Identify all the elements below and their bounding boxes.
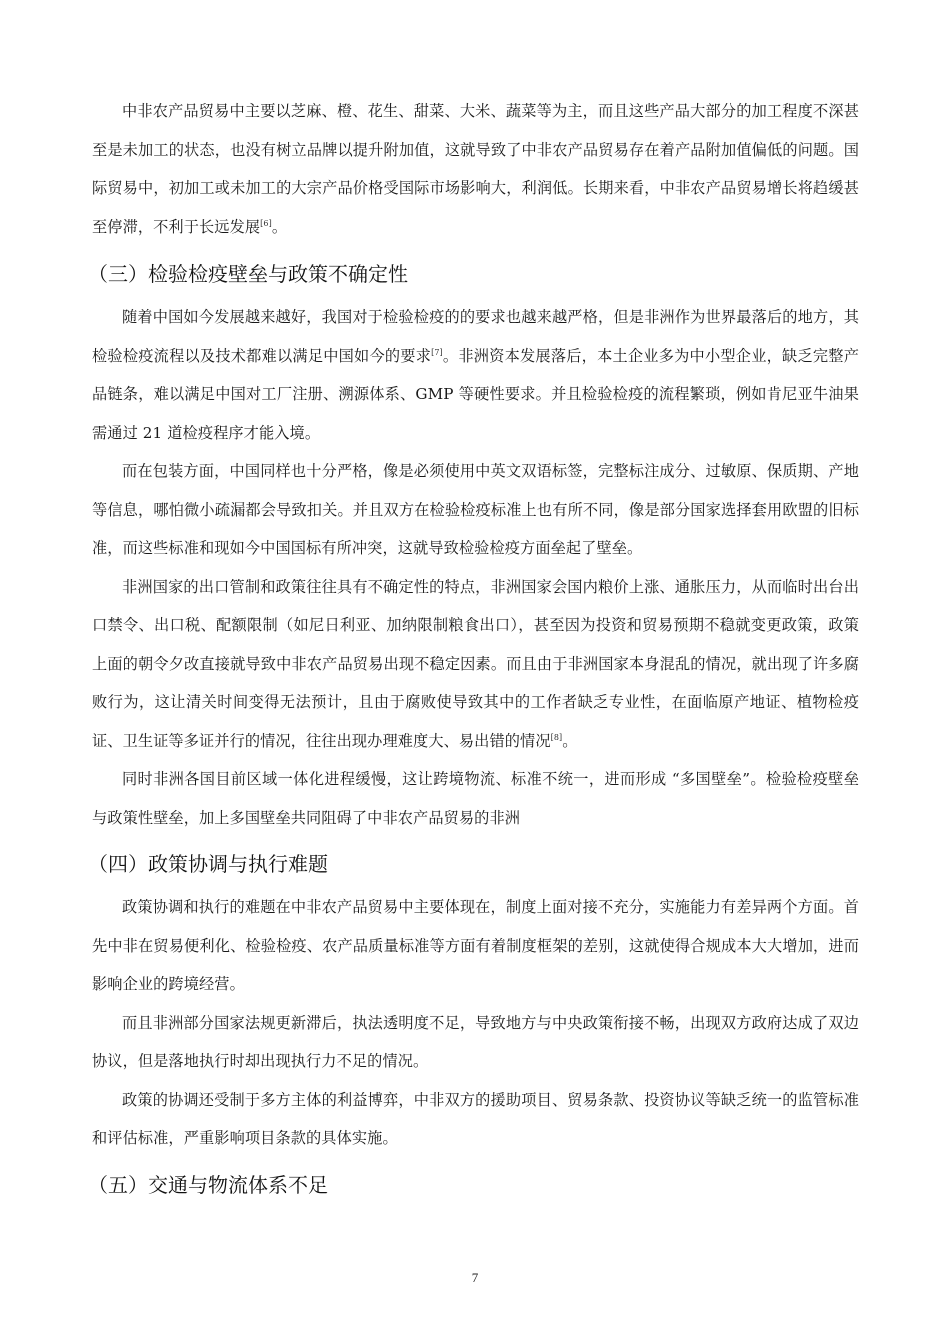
paragraph-text: 中非农产品贸易中主要以芝麻、橙、花生、甜菜、大米、蔬菜等为主，而且这些产品大部分的加工程度不深甚至是未加工的状态，也没有树立品牌以提升附加值，这就导致了中非农产品贸易存在着产品附加值偏低的问题。国际贸易中，初加工或未加工的大宗产品价格受国际市场影响大，利润低。长期来看，中非农产品贸易增长将趋缓甚至停滞，不利于长远发展 <box>92 102 859 236</box>
citation-ref[interactable]: [8] <box>550 732 563 742</box>
paragraph-intro <box>92 92 859 246</box>
section-heading-3: （三）检验检疫壁垒与政策不确定性 <box>88 262 408 286</box>
paragraph-tail: 。 <box>562 731 578 750</box>
section3-paragraph-3 <box>92 568 859 761</box>
paragraph-tail: 。非洲资本发展落后，本土企业多为中小型企业，缺乏完整产品链条，难以满足中国对工厂注册、溯源体系、GMP 等硬性要求。并且检验检疫的流程繁琐，例如肯尼亚牛油果需通过 21 道检疫程序才能入境。 <box>92 346 859 442</box>
citation-ref[interactable]: [6] <box>260 218 272 228</box>
section4-paragraph-2: 而且非洲部分国家法规更新滞后，执法透明度不足，导致地方与中央政策衔接不畅，出现双方政府达成了双边协议，但是落地执行时却出现执行力不足的情况。 <box>92 1013 859 1070</box>
page-number: 7 <box>471 1270 479 1285</box>
section-heading-5: （五）交通与物流体系不足 <box>88 1172 328 1197</box>
section4-paragraph-1: 政策协调和执行的难题在中非农产品贸易中主要体现在，制度上面对接不充分，实施能力有差异两个方面。首先中非在贸易便利化、检验检疫、农产品质量标准等方面有着制度框架的差别，这就使得合规成本大大增加，进而影响企业的跨境经营。 <box>92 898 859 993</box>
paragraph-text: 随着中国如今发展越来越好，我国对于检验检疫的的要求也越来越严格，但是非洲作为世界最落后的地方，其检验检疫流程以及技术都难以满足中国如今的要求 <box>92 308 859 365</box>
citation-ref[interactable]: [7] <box>431 347 443 357</box>
paragraph-tail: 。 <box>271 217 288 236</box>
section-heading-4: （四）政策协调与执行难题 <box>88 852 328 876</box>
section3-paragraph-4: 同时非洲各国目前区域一体化进程缓慢，这让跨境物流、标准不统一，进而形成 “多国壁垒”。检验检疫壁垒与政策性壁垒，加上多国壁垒共同阻碍了中非农产品贸易的非洲 <box>92 770 859 827</box>
section4-paragraph-3: 政策的协调还受制于多方主体的利益博弈，中非双方的援助项目、贸易条款、投资协议等缺乏统一的监管标准和评估标准，严重影响项目条款的具体实施。 <box>92 1090 859 1147</box>
section3-paragraph-1 <box>92 298 859 452</box>
paragraph-text: 非洲国家的出口管制和政策往往具有不确定性的特点，非洲国家会国内粮价上涨、通胀压力，从而临时出台出口禁令、出口税、配额限制（如尼日利亚、加纳限制粮食出口），甚至因为投资和贸易预期不稳就变更政策，政策上面的朝令夕改直接就导致中非农产品贸易出现不稳定因素。而且由于非洲国家本身混乱的情况，就出现了许多腐败行为，这让清关时间变得无法预计，且由于腐败使导致其中的工作者缺乏专业性，在面临原产地证、植物检疫证、卫生证等多证并行的情况，往往出现办理难度大、易出错的情况 <box>92 577 859 750</box>
page-body <box>88 92 859 1209</box>
section3-paragraph-2: 而在包装方面，中国同样也十分严格，像是必须使用中英文双语标签，完整标注成分、过敏原、保质期、产地等信息，哪怕微小疏漏都会导致扣关。并且双方在检验检疫标准上也有所不同，像是部分国家选择套用欧盟的旧标准，而这些标准和现如今中国国标有所冲突，这就导致检验检疫方面垒起了壁垒。 <box>92 462 859 557</box>
